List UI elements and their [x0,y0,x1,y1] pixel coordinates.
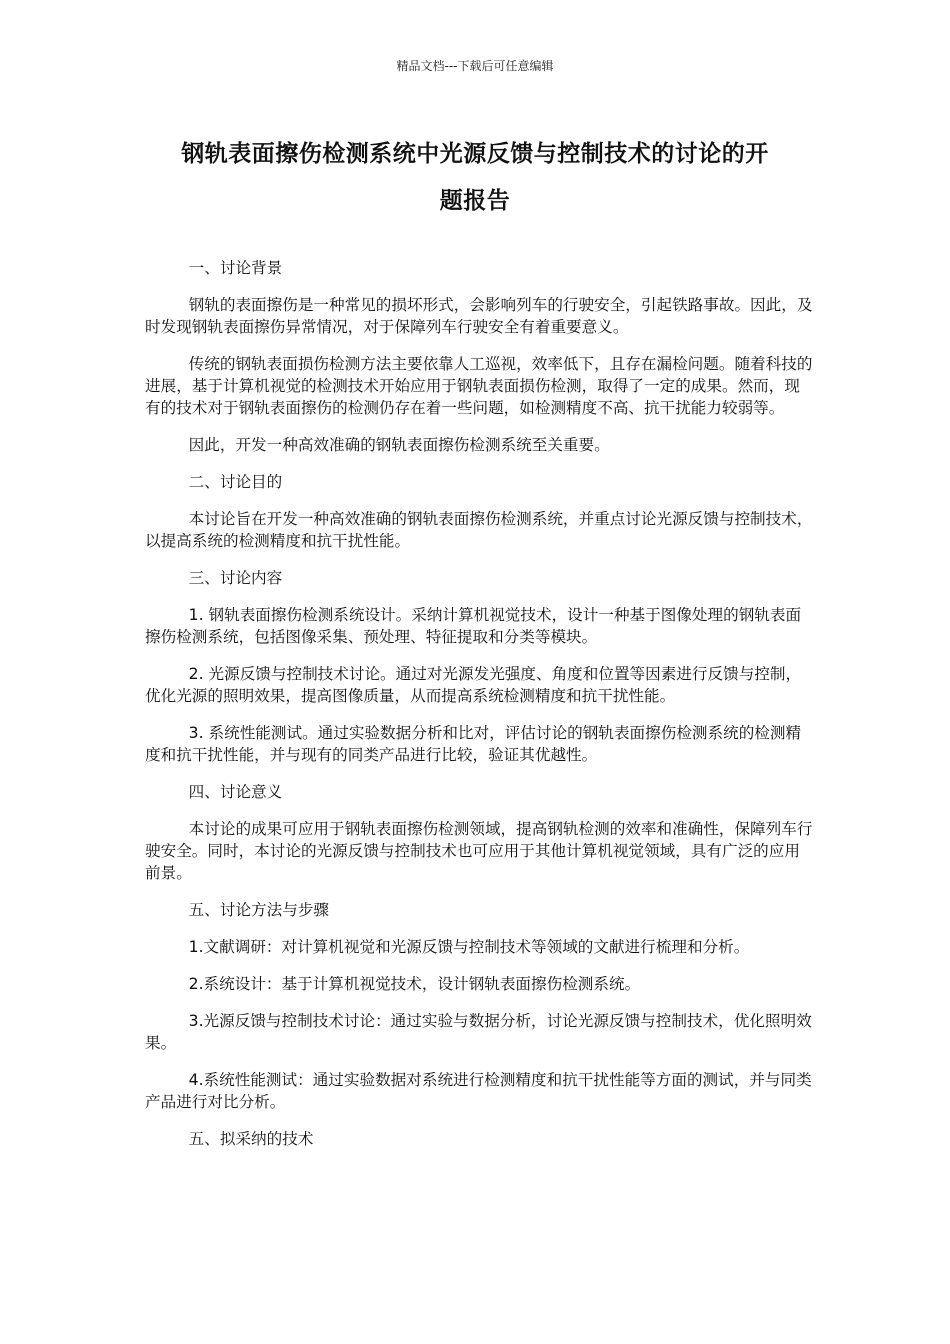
list-item: 4.系统性能测试：通过实验数据对系统进行检测精度和抗干扰性能等方面的测试，并与同类产品进行对比分析。 [145,1071,812,1111]
document-title-line-1: 钢轨表面擦伤检测系统中光源反馈与控制技术的讨论的开 [181,141,769,167]
paragraph: 本讨论旨在开发一种高效准确的钢轨表面擦伤检测系统，并重点讨论光源反馈与控制技术，以提高系统的检测精度和抗干扰性能。 [145,510,813,550]
list-item: 2.系统设计：基于计算机视觉技术，设计钢轨表面擦伤检测系统。 [188,975,641,993]
page-header: 精品文档---下载后可任意编辑 [396,59,554,73]
section-heading-significance: 四、讨论意义 [188,783,283,801]
section-heading-purpose: 二、讨论目的 [188,473,283,491]
list-item: 2. 光源反馈与控制技术讨论。通过对光源发光强度、角度和位置等因素进行反馈与控制，优化光源的照明效果，提高图像质量，从而提高系统检测精度和抗干扰性能。 [145,665,802,705]
section-heading-content: 三、讨论内容 [188,569,283,587]
paragraph: 因此，开发一种高效准确的钢轨表面擦伤检测系统至关重要。 [188,436,610,454]
section-heading-methods: 五、讨论方法与步骤 [188,901,330,919]
paragraph: 传统的钢轨表面损伤检测方法主要依靠人工巡视，效率低下，且存在漏检问题。随着科技的进展，基于计算机视觉的检测技术开始应用于钢轨表面损伤检测，取得了一定的成果。然而，现有的技术对于钢轨表面擦伤的检测仍存在着一些问题，如检测精度不高、抗干扰能力较弱等。 [145,355,813,417]
list-item: 3.光源反馈与控制技术讨论：通过实验与数据分析，讨论光源反馈与控制技术，优化照明效果。 [145,1012,812,1052]
list-item: 1.文献调研：对计算机视觉和光源反馈与控制技术等领域的文献进行梳理和分析。 [188,938,750,956]
section-heading-technology: 五、拟采纳的技术 [188,1130,314,1148]
document-body [145,257,813,1165]
document-title [145,131,805,225]
section-heading-background: 一、讨论背景 [188,259,283,277]
paragraph: 本讨论的成果可应用于钢轨表面擦伤检测领域，提高钢轨检测的效率和准确性，保障列车行驶安全。同时，本讨论的光源反馈与控制技术也可应用于其他计算机视觉领域，具有广泛的应用前景。 [145,820,813,882]
list-item: 1. 钢轨表面擦伤检测系统设计。采纳计算机视觉技术，设计一种基于图像处理的钢轨表面擦伤检测系统，包括图像采集、预处理、特征提取和分类等模块。 [145,606,802,646]
list-item: 3. 系统性能测试。通过实验数据分析和比对，评估讨论的钢轨表面擦伤检测系统的检测精度和抗干扰性能，并与现有的同类产品进行比较，验证其优越性。 [145,724,802,764]
paragraph: 钢轨的表面擦伤是一种常见的损坏形式，会影响列车的行驶安全，引起铁路事故。因此，及时发现钢轨表面擦伤异常情况，对于保障列车行驶安全有着重要意义。 [145,296,813,336]
document-title-line-2: 题报告 [439,188,511,214]
